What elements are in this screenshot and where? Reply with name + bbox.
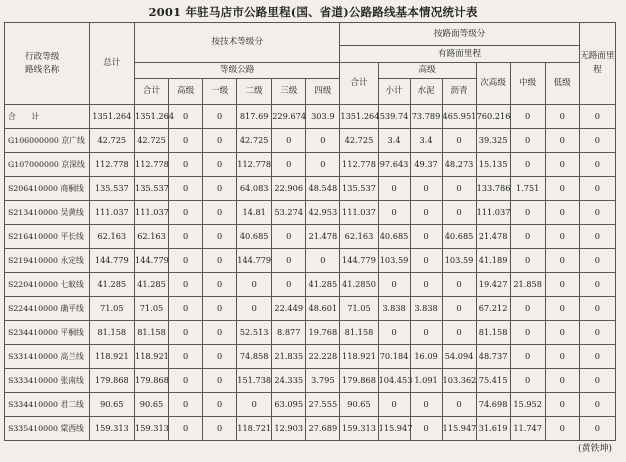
table-cell: 465.951 [442,105,476,129]
table-cell: 0 [169,393,203,417]
table-cell: 22.449 [272,297,306,321]
header-grade2: 二级 [237,79,272,105]
table-cell: 179.868 [89,369,134,393]
table-cell: 0 [410,321,442,345]
table-row [5,273,616,297]
table-cell: 111.037 [476,201,510,225]
table-cell: 0 [272,225,306,249]
table-cell: 42.725 [89,129,134,153]
header-high: 高级 [378,63,476,79]
table-cell: 0 [545,417,579,441]
table-cell: 90.65 [340,393,378,417]
table-cell: 62.163 [340,225,378,249]
route-name-cell: S335410000 棠西线 [5,417,90,441]
table-cell: 0 [510,321,545,345]
table-cell: 104.453 [378,369,410,393]
table-cell: 0 [272,153,306,177]
table-cell: 135.537 [89,177,134,201]
table-cell: 0 [203,153,237,177]
table-row [5,201,616,225]
table-row [5,105,616,129]
table-cell: 74.858 [237,345,272,369]
table-cell: 40.685 [442,225,476,249]
table-cell: 0 [169,273,203,297]
table-cell: 0 [203,129,237,153]
table-cell: 229.674 [272,105,306,129]
table-cell: 31.619 [476,417,510,441]
table-cell: 81.158 [340,321,378,345]
table-cell: 0 [203,105,237,129]
header-asphalt: 沥青 [442,79,476,105]
table-cell: 0 [579,225,615,249]
table-cell: 0 [306,129,340,153]
table-cell: 48.601 [306,297,340,321]
table-cell: 0 [203,369,237,393]
table-cell: 0 [545,393,579,417]
table-cell: 0 [410,273,442,297]
table-cell: 90.65 [135,393,169,417]
table-cell: 0 [510,345,545,369]
table-cell: 118.921 [340,345,378,369]
table-cell: 0 [306,249,340,273]
table-cell: 0 [579,273,615,297]
table-cell: 40.685 [237,225,272,249]
table-cell: 817.69 [237,105,272,129]
table-cell: 0 [203,249,237,273]
table-cell: 0 [545,225,579,249]
table-cell: 0 [378,201,410,225]
table-cell: 135.537 [135,177,169,201]
table-cell: 112.778 [89,153,134,177]
table-cell: 0 [169,225,203,249]
header-grade4: 四级 [306,79,340,105]
table-cell: 27.555 [306,393,340,417]
table-cell: 15.952 [510,393,545,417]
table-cell: 0 [545,369,579,393]
route-name-cell: S234410000 平桐线 [5,321,90,345]
corner-header [5,23,90,105]
table-cell: 159.313 [340,417,378,441]
table-cell: 115.947 [442,417,476,441]
route-name-cell: S224410000 确平线 [5,297,90,321]
table-cell: 48.273 [442,153,476,177]
table-cell: 0 [545,201,579,225]
table-cell: 539.74 [378,105,410,129]
table-cell: 0 [579,153,615,177]
table-cell: 151.738 [237,369,272,393]
table-cell: 0 [579,369,615,393]
author-credit: (黄铁坤) [577,444,612,454]
table-cell: 0 [378,273,410,297]
table-cell: 0 [442,321,476,345]
table-cell: 81.158 [135,321,169,345]
table-cell: 0 [510,225,545,249]
table-cell: 144.779 [340,249,378,273]
table-cell: 0 [545,297,579,321]
table-cell: 0 [169,105,203,129]
table-cell: 0 [410,201,442,225]
table-cell: 62.163 [135,225,169,249]
table-cell: 0 [272,273,306,297]
route-name-cell: S331410000 高兰线 [5,345,90,369]
route-name-cell: G106000000 京广线 [5,129,90,153]
table-row [5,369,616,393]
table-cell: 303.9 [306,105,340,129]
table-cell: 74.698 [476,393,510,417]
header-grade3: 三级 [272,79,306,105]
table-cell: 179.868 [340,369,378,393]
table-cell: 3.838 [410,297,442,321]
table-cell: 71.05 [135,297,169,321]
table-row [5,297,616,321]
table-cell: 0 [378,321,410,345]
corner-line2: 路线名称 [25,64,60,75]
header-by-surface-grade: 按路面等级分 [340,23,579,46]
table-cell: 0 [545,321,579,345]
table-cell: 21.858 [510,273,545,297]
table-cell: 0 [410,417,442,441]
table-cell: 53.274 [272,201,306,225]
table-cell: 0 [410,249,442,273]
table-cell: 0 [579,417,615,441]
table-cell: 0 [442,129,476,153]
table-cell: 21.835 [272,345,306,369]
table-cell: 42.725 [237,129,272,153]
table-cell: 0 [545,249,579,273]
table-cell: 0 [510,249,545,273]
header-subtotal: 小计 [378,79,410,105]
table-cell: 0 [545,129,579,153]
table-cell: 144.779 [89,249,134,273]
table-cell: 0 [203,177,237,201]
table-cell: 0 [169,129,203,153]
table-cell: 0 [237,297,272,321]
table-cell: 0 [579,177,615,201]
header-grade1: 一级 [203,79,237,105]
table-cell: 115.947 [378,417,410,441]
table-cell: 0 [203,321,237,345]
route-name-cell: S333410000 张南线 [5,369,90,393]
table-title: 2001 年驻马店市公路里程(国、省道)公路路线基本情况统计表 [148,5,478,19]
table-cell: 0 [442,393,476,417]
table-cell: 1351.264 [135,105,169,129]
table-cell: 0 [579,201,615,225]
table-cell: 21.478 [306,225,340,249]
table-cell: 0 [203,297,237,321]
table-cell: 0 [169,321,203,345]
table-cell: 0 [510,201,545,225]
table-cell: 0 [442,201,476,225]
table-cell: 0 [169,417,203,441]
table-cell: 0 [272,129,306,153]
table-cell: 0 [510,129,545,153]
table-cell: 81.158 [89,321,134,345]
table-cell: 14.81 [237,201,272,225]
header-paved-mileage: 有路面里程 [340,46,579,63]
table-cell: 0 [410,177,442,201]
route-name-cell: S334410000 君二线 [5,393,90,417]
header-low: 低级 [545,63,579,105]
table-cell: 0 [545,177,579,201]
table-cell: 111.037 [89,201,134,225]
table-cell: 39.325 [476,129,510,153]
table-cell: 81.158 [476,321,510,345]
table-cell: 8.877 [272,321,306,345]
table-cell: 159.313 [89,417,134,441]
table-cell: 41.285 [89,273,134,297]
header-graded-road: 等级公路 [135,63,340,79]
statistics-table [4,22,616,441]
table-cell: 1.751 [510,177,545,201]
table-cell: 0 [410,225,442,249]
table-cell: 103.59 [442,249,476,273]
table-cell: 0 [579,105,615,129]
table-cell: 0 [545,105,579,129]
table-row [5,153,616,177]
route-name-cell: S219410000 永定线 [5,249,90,273]
table-cell: 118.921 [135,345,169,369]
table-row [5,345,616,369]
table-cell: 62.163 [89,225,134,249]
header-mid: 中级 [510,63,545,105]
table-cell: 1351.264 [340,105,378,129]
table-cell: 0 [510,297,545,321]
table-cell: 0 [545,153,579,177]
table-cell: 0 [510,369,545,393]
table-cell: 0 [410,393,442,417]
table-cell: 15.135 [476,153,510,177]
route-name-cell: S216410000 平长线 [5,225,90,249]
table-cell: 0 [272,249,306,273]
table-cell: 64.083 [237,177,272,201]
table-row [5,225,616,249]
table-row [5,321,616,345]
table-cell: 135.537 [340,177,378,201]
table-row [5,129,616,153]
table-cell: 0 [169,201,203,225]
header-expressway: 高级 [169,79,203,105]
table-cell: 0 [169,153,203,177]
route-name-cell: G107000000 京深线 [5,153,90,177]
table-cell: 760.216 [476,105,510,129]
table-cell: 24.335 [272,369,306,393]
table-cell: 41.285 [135,273,169,297]
table-cell: 3.4 [378,129,410,153]
header-unpaved: 无路面里程 [579,23,615,105]
route-name-cell: S206410000 商桐线 [5,177,90,201]
table-cell: 42.725 [135,129,169,153]
table-cell: 67.212 [476,297,510,321]
table-cell: 0 [203,225,237,249]
table-cell: 0 [203,417,237,441]
table-cell: 0 [306,153,340,177]
table-cell: 0 [545,273,579,297]
header-surface-sum: 合计 [340,63,378,105]
table-cell: 0 [203,393,237,417]
table-cell: 0 [442,177,476,201]
table-cell: 0 [203,345,237,369]
table-cell: 0 [545,345,579,369]
table-row [5,249,616,273]
table-cell: 71.05 [89,297,134,321]
table-cell: 0 [169,177,203,201]
header-cement: 水泥 [410,79,442,105]
table-cell: 40.685 [378,225,410,249]
table-cell: 103.59 [378,249,410,273]
table-cell: 73.789 [410,105,442,129]
table-cell: 0 [378,177,410,201]
table-cell: 48.548 [306,177,340,201]
header-by-tech-grade: 按技术等级分 [135,23,340,63]
corner-line1: 行政等级 [25,51,60,62]
table-cell: 19.427 [476,273,510,297]
table-cell: 0 [378,393,410,417]
table-cell: 41.2850 [340,273,378,297]
table-cell: 1.091 [410,369,442,393]
table-row [5,393,616,417]
header-sub-high: 次高级 [476,63,510,105]
table-cell: 1351.264 [89,105,134,129]
table-cell: 118.921 [89,345,134,369]
table-cell: 19.768 [306,321,340,345]
table-cell: 111.037 [135,201,169,225]
table-cell: 0 [237,393,272,417]
table-cell: 0 [442,273,476,297]
table-cell: 111.037 [340,201,378,225]
table-cell: 0 [510,153,545,177]
table-cell: 41.189 [476,249,510,273]
table-cell: 0 [169,345,203,369]
table-cell: 0 [169,249,203,273]
table-cell: 0 [579,129,615,153]
table-cell: 90.65 [89,393,134,417]
table-cell: 49.37 [410,153,442,177]
table-cell: 144.779 [135,249,169,273]
table-cell: 118.721 [237,417,272,441]
table-cell: 112.778 [340,153,378,177]
table-cell: 97.643 [378,153,410,177]
table-cell: 3.4 [410,129,442,153]
table-cell: 3.795 [306,369,340,393]
table-cell: 0 [203,201,237,225]
table-cell: 159.313 [135,417,169,441]
route-name-cell: 合 计 [5,105,90,129]
table-cell: 0 [579,393,615,417]
table-cell: 103.362 [442,369,476,393]
table-cell: 3.838 [378,297,410,321]
table-cell: 71.05 [340,297,378,321]
table-cell: 0 [579,345,615,369]
table-cell: 0 [237,273,272,297]
table-cell: 52.513 [237,321,272,345]
table-cell: 0 [510,105,545,129]
table-row [5,177,616,201]
table-cell: 22.906 [272,177,306,201]
table-cell: 179.868 [135,369,169,393]
table-cell: 42.953 [306,201,340,225]
route-name-cell: S213410000 吴黄线 [5,201,90,225]
table-cell: 112.778 [237,153,272,177]
table-cell: 0 [442,297,476,321]
table-cell: 133.786 [476,177,510,201]
table-cell: 144.779 [237,249,272,273]
table-cell: 42.725 [340,129,378,153]
table-cell: 0 [169,369,203,393]
table-cell: 0 [203,273,237,297]
table-cell: 0 [579,249,615,273]
table-cell: 0 [579,321,615,345]
table-cell: 22.228 [306,345,340,369]
table-row [5,417,616,441]
table-cell: 75.415 [476,369,510,393]
table-cell: 12.903 [272,417,306,441]
table-cell: 70.184 [378,345,410,369]
table-cell: 112.778 [135,153,169,177]
table-cell: 0 [579,297,615,321]
table-cell: 48.737 [476,345,510,369]
table-cell: 16.09 [410,345,442,369]
table-cell: 41.285 [306,273,340,297]
table-cell: 54.094 [442,345,476,369]
table-cell: 21.478 [476,225,510,249]
table-cell: 0 [169,297,203,321]
header-sum: 合计 [135,79,169,105]
table-cell: 11.747 [510,417,545,441]
table-cell: 63.095 [272,393,306,417]
table-cell: 27.689 [306,417,340,441]
route-name-cell: S220410000 七蚁线 [5,273,90,297]
header-total: 总计 [89,23,134,105]
